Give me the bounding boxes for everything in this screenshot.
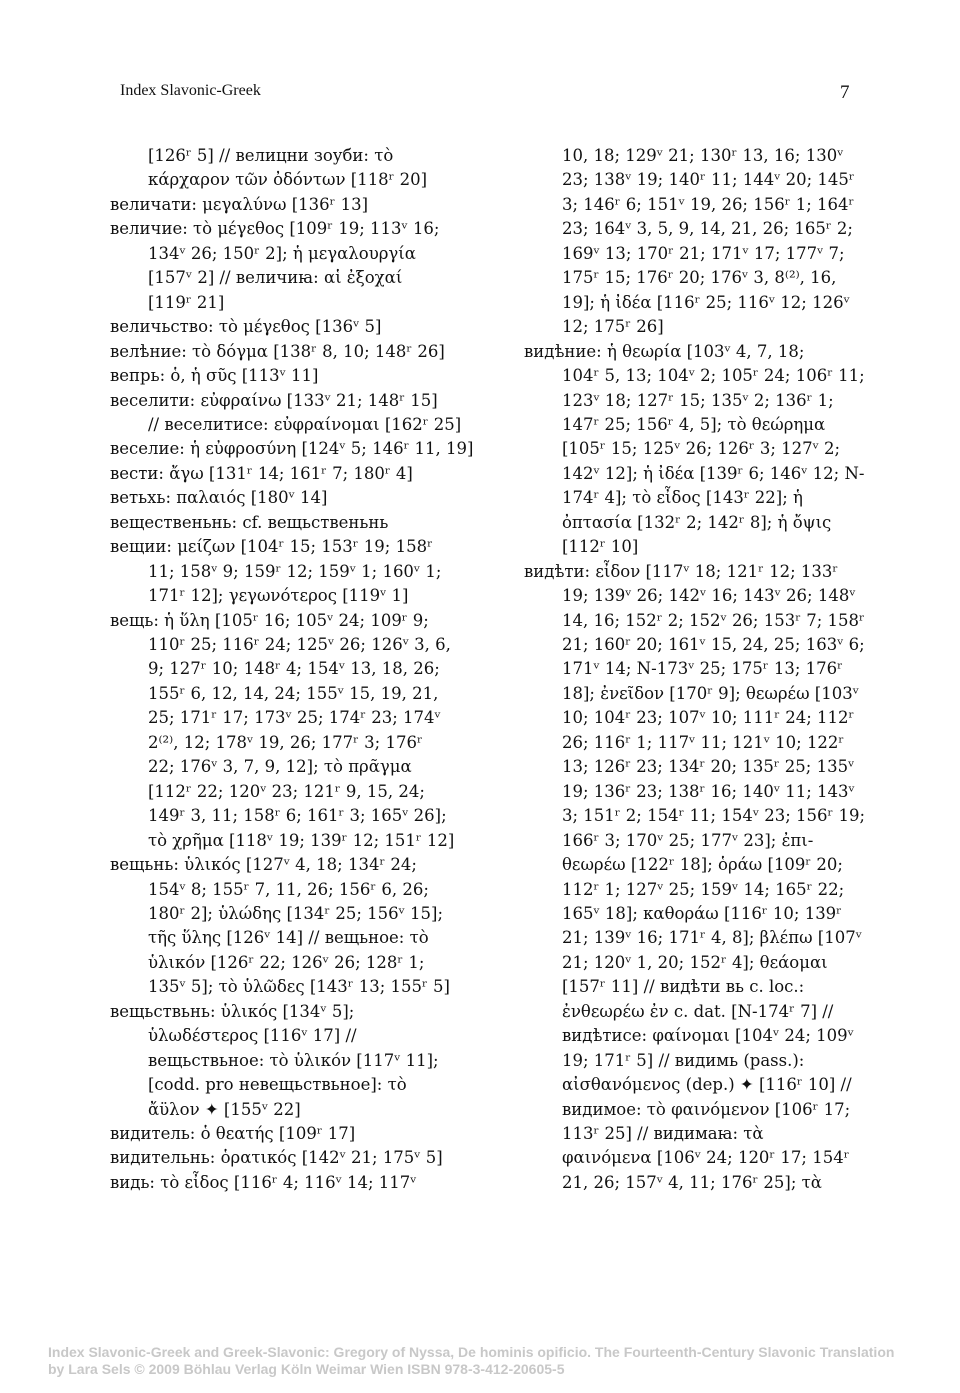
index-line: 154ᵛ 8; 155ʳ 7, 11, 26; 156ʳ 6, 26;	[148, 879, 429, 899]
index-line: вещь: ἡ ὕλη [105ʳ 16; 105ᵛ 24; 109ʳ 9;	[110, 610, 429, 630]
index-line: ὑλικόν [126ʳ 22; 126ᵛ 26; 128ʳ 1;	[148, 952, 425, 972]
index-line: величие: τὸ μέγεθος [109ʳ 19; 113ᵛ 16;	[110, 219, 440, 239]
index-line: 10, 18; 129ᵛ 21; 130ʳ 13, 16; 130ᵛ	[562, 146, 844, 165]
index-line: 18]; ἐνεῖδον [170ʳ 9]; θεωρέω [103ᵛ	[562, 683, 859, 703]
page-number: 7	[840, 82, 850, 103]
index-line: 3; 151ʳ 2; 154ʳ 11; 154ᵛ 23; 156ʳ 19;	[562, 806, 866, 826]
footer-line-1: Index Slavonic-Greek and Greek-Slavonic: Gregory of Nyssa, De hominis opificio. The Fourteenth-Century Slavonic Translation	[48, 1344, 895, 1360]
index-line: ἄϋλον ✦ [155ᵛ 22]	[148, 1099, 301, 1119]
index-line: 180ʳ 2]; ὑλώδης [134ʳ 25; 156ᵛ 15];	[148, 903, 444, 923]
index-line: 14, 16; 152ʳ 2; 152ᵛ 26; 153ʳ 7; 158ʳ	[562, 610, 865, 630]
index-line: 12; 175ʳ 26]	[562, 317, 664, 337]
index-line: 155ʳ 6, 12, 14, 24; 155ᵛ 15, 19, 21,	[148, 683, 439, 703]
index-line: 13; 126ʳ 23; 134ʳ 20; 135ʳ 25; 135ᵛ	[562, 757, 855, 777]
footer-line-2: by Lara Sels © 2009 Böhlau Verlag Köln Weimar Wien ISBN 978-3-412-20605-5	[48, 1361, 565, 1377]
index-line: вещьствьное: τὸ ὑλικόν [117ᵛ 11];	[148, 1050, 439, 1070]
index-line: 19; 171ʳ 5] // видимь (pass.):	[562, 1050, 805, 1070]
index-line: [119ʳ 21]	[148, 292, 225, 312]
index-line: κάρχαρον τῶν ὀδόντων [118ʳ 20]	[148, 170, 428, 190]
index-line: веселие: ἡ εὐφροσύνη [124ᵛ 5; 146ʳ 11, 19]	[110, 439, 474, 459]
index-line: вепрь: ὁ, ἡ σῦς [113ᵛ 11]	[110, 366, 319, 386]
index-line: вещественьнь: cf. вещьственьнь	[110, 512, 389, 532]
index-line: 26; 116ʳ 1; 117ᵛ 11; 121ᵛ 10; 122ʳ	[562, 732, 845, 752]
index-line: 112ʳ 1; 127ᵛ 25; 159ᵛ 14; 165ʳ 22;	[562, 879, 845, 899]
index-line: 149ʳ 3, 11; 158ʳ 6; 161ʳ 3; 165ᵛ 26];	[148, 806, 447, 826]
index-line: 142ᵛ 12]; ἡ ἰδέα [139ʳ 6; 146ᵛ 12; N-	[562, 463, 865, 483]
index-line: велѣние: τὸ δόγμα [138ʳ 8, 10; 148ʳ 26]	[110, 341, 445, 361]
index-line: 10; 104ʳ 23; 107ᵛ 10; 111ʳ 24; 112ʳ	[562, 708, 855, 728]
index-line: αἰσθανόμενος (dep.) ✦ [116ʳ 10] //	[562, 1075, 852, 1095]
index-line: 21; 160ʳ 20; 161ᵛ 15, 24, 25; 163ᵛ 6;	[562, 635, 865, 654]
index-line: 11; 158ᵛ 9; 159ʳ 12; 159ᵛ 1; 160ᵛ 1;	[148, 561, 442, 581]
index-line: 113ʳ 25] // видимаꙗ: τὰ	[562, 1124, 764, 1143]
index-line: ветьхь: παλαιός [180ᵛ 14]	[110, 488, 328, 508]
index-line: 123ᵛ 18; 127ʳ 15; 135ᵛ 2; 136ʳ 1;	[562, 390, 834, 410]
index-line: 21; 139ᵛ 16; 171ʳ 4, 8]; βλέπω [107ᵛ	[562, 928, 862, 948]
index-line: 165ᵛ 18]; καθοράω [116ʳ 10; 139ʳ	[562, 903, 842, 923]
index-line: [157ᵛ 2] // величиꙗ: αἱ ἐξοχαί	[148, 268, 403, 288]
index-line: 134ᵛ 26; 150ʳ 2]; ἡ μεγαλουργία	[148, 243, 416, 263]
index-line: 171ʳ 12]; γεγωνότερος [119ᵛ 1]	[148, 586, 409, 606]
index-line: видитель: ὁ θεατής [109ʳ 17]	[110, 1124, 356, 1143]
index-line: видѣние: ἡ θεωρία [103ᵛ 4, 7, 18;	[524, 341, 805, 361]
index-line: вести: ἄγω [131ʳ 14; 161ʳ 7; 180ʳ 4]	[110, 463, 413, 483]
index-line: 23; 138ᵛ 19; 140ʳ 11; 144ᵛ 20; 145ʳ	[562, 170, 855, 190]
index-line: 147ʳ 25; 156ʳ 4, 5]; τὸ θεώρημα	[562, 414, 826, 434]
index-line: 9; 127ʳ 10; 148ʳ 4; 154ᵛ 13, 18, 26;	[148, 659, 440, 679]
index-line: 19; 136ʳ 23; 138ʳ 16; 140ᵛ 11; 143ᵛ	[562, 781, 855, 801]
index-line: веселити: εὐφραίνω [133ᵛ 21; 148ʳ 15]	[110, 390, 438, 410]
index-line: [112ʳ 10]	[562, 537, 639, 557]
index-line: θεωρέω [122ʳ 18]; ὁράω [109ʳ 20;	[562, 855, 843, 875]
index-line: 171ᵛ 14; N-173ᵛ 25; 175ʳ 13; 176ʳ	[562, 659, 843, 679]
index-line: 104ʳ 5, 13; 104ᵛ 2; 105ʳ 24; 106ʳ 11;	[562, 366, 865, 386]
index-line: 166ʳ 3; 170ᵛ 25; 177ᵛ 23]; ἐπι-	[562, 830, 814, 850]
index-line: видѣти: εἶδον [117ᵛ 18; 121ʳ 12; 133ʳ	[524, 561, 839, 581]
index-line: [112ʳ 22; 120ᵛ 23; 121ʳ 9, 15, 24;	[148, 781, 425, 801]
index-line: 19; 139ᵛ 26; 142ᵛ 16; 143ᵛ 26; 148ᵛ	[562, 586, 856, 606]
index-line: вещьнь: ὑλικός [127ᵛ 4, 18; 134ʳ 24;	[110, 855, 417, 875]
index-line: τὸ χρῆμα [118ᵛ 19; 139ʳ 12; 151ʳ 12]	[148, 830, 455, 850]
index-line: видимое: τὸ φαινόμενον [106ʳ 17;	[562, 1099, 851, 1119]
index-line: φαινόμενα [106ᵛ 24; 120ʳ 17; 154ʳ	[562, 1148, 850, 1168]
index-line: 21; 120ᵛ 1, 20; 152ʳ 4]; θεάομαι	[562, 952, 828, 972]
running-header: Index Slavonic-Greek	[120, 82, 261, 99]
index-line: [105ʳ 15; 125ᵛ 26; 126ʳ 3; 127ᵛ 2;	[562, 439, 841, 459]
index-line: 3; 146ʳ 6; 151ᵛ 19, 26; 156ʳ 1; 164ʳ	[562, 194, 855, 214]
index-line: 135ᵛ 5]; τὸ ὑλῶδες [143ʳ 13; 155ʳ 5]	[148, 977, 450, 997]
index-line: ἐνθεωρέω ἐν c. dat. [N-174ʳ 7] //	[562, 1001, 834, 1021]
index-line: величьство: τὸ μέγεθος [136ᵛ 5]	[110, 317, 382, 337]
index-line: 2⁽²⁾, 12; 178ᵛ 19, 26; 177ʳ 3; 176ʳ	[148, 732, 423, 752]
index-line: ὑλωδέστερος [116ᵛ 17] //	[148, 1026, 357, 1046]
index-line: 169ᵛ 13; 170ʳ 21; 171ᵛ 17; 177ᵛ 7;	[562, 243, 845, 263]
index-line: вещии: μείζων [104ʳ 15; 153ʳ 19; 158ʳ	[110, 537, 433, 557]
index-line: видѣтисе: φαίνομαι [104ᵛ 24; 109ᵛ	[562, 1026, 854, 1046]
index-line: видительнь: ὁρατικός [142ᵛ 21; 175ᵛ 5]	[110, 1148, 443, 1168]
index-line: 21, 26; 157ᵛ 4, 11; 176ʳ 25]; τὰ	[562, 1172, 822, 1192]
index-line: 19]; ἡ ἰδέα [116ʳ 25; 116ᵛ 12; 126ᵛ	[562, 292, 850, 312]
index-line: 174ʳ 4]; τὸ εἶδος [143ʳ 22]; ἡ	[562, 488, 803, 508]
index-line: 25; 171ʳ 17; 173ᵛ 25; 174ʳ 23; 174ᵛ	[148, 708, 441, 728]
index-line: видь: τὸ εἶδος [116ʳ 4; 116ᵛ 14; 117ᵛ	[110, 1172, 417, 1192]
index-line: [codd. pro невещьствьное]: τὸ	[148, 1075, 407, 1095]
index-line: 110ʳ 25; 116ʳ 24; 125ᵛ 26; 126ᵛ 3, 6,	[148, 635, 451, 654]
index-line: вещьствьнь: ὑλικός [134ᵛ 5];	[110, 1001, 355, 1021]
index-line: 175ʳ 15; 176ʳ 20; 176ᵛ 3, 8⁽²⁾, 16,	[562, 268, 837, 288]
index-line: // веселитисе: εὐφραίνομαι [162ʳ 25]	[148, 414, 462, 434]
index-line: τῆς ὕλης [126ᵛ 14] // вещьное: τὸ	[148, 928, 429, 948]
index-line: [126ʳ 5] // велицни зоуби: τὸ	[148, 146, 394, 165]
index-line: [157ʳ 11] // видѣти вь c. loc.:	[562, 977, 805, 997]
index-line: 23; 164ᵛ 3, 5, 9, 14, 21, 26; 165ʳ 2;	[562, 219, 853, 239]
index-line: ὀπτασία [132ʳ 2; 142ʳ 8]; ἡ ὄψις	[562, 512, 832, 532]
index-line: величати: μεγαλύνω [136ʳ 13]	[110, 194, 369, 214]
index-line: 22; 176ᵛ 3, 7, 9, 12]; τὸ πρᾶγμα	[148, 757, 412, 777]
